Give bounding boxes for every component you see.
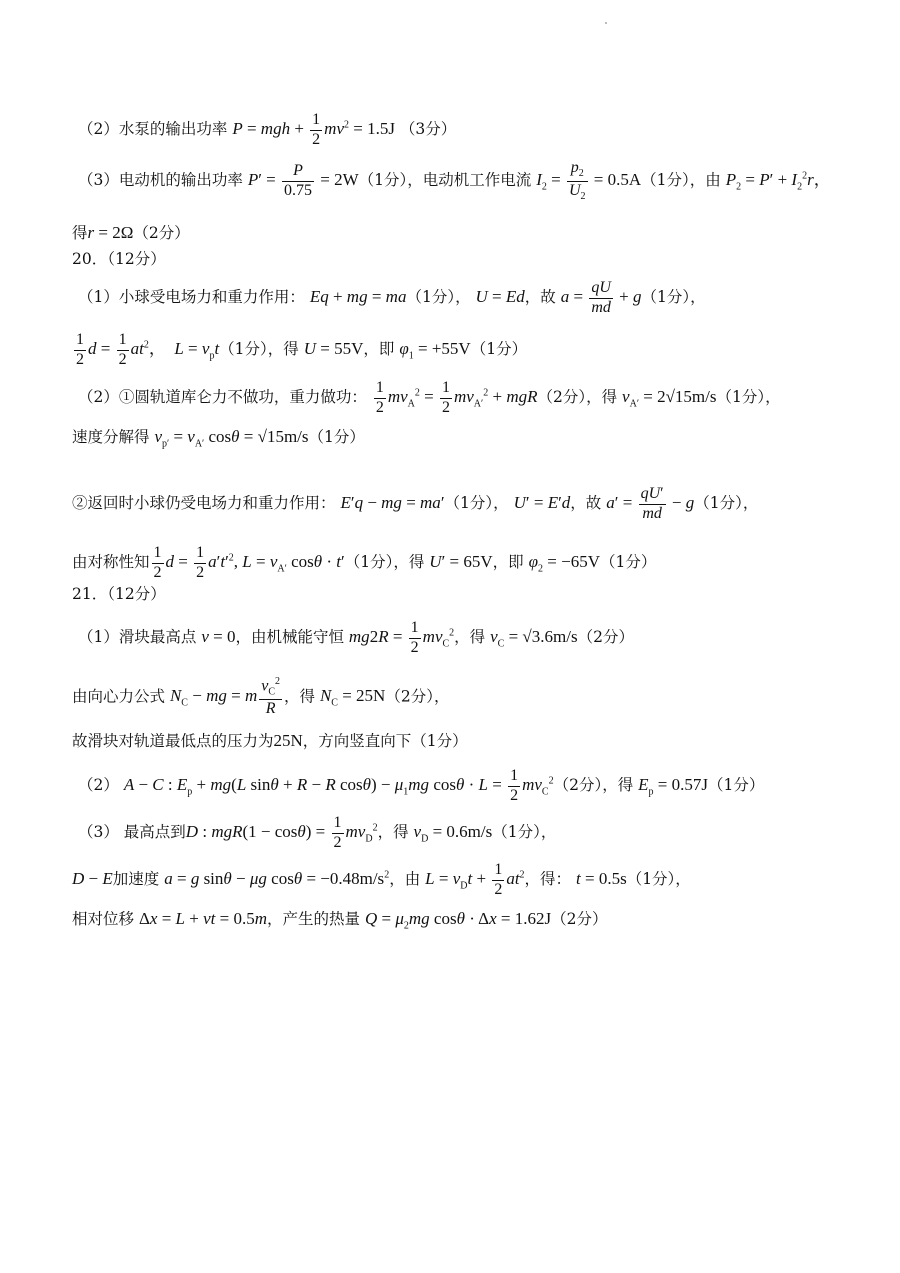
q21-part1: （1）滑块最高点 v = 0，由机械能守恒 mg2R = $\frac{1}{2}$ $mv_C^2$，得 $v_C = √3.6m/s(2$分） (78, 619, 634, 656)
q21-part2: （2） A − C : $E_p + mg(L$ sinθ + R − R $\cos\theta) - \mu_1mg$ cosθ · L = $\frac{1}{2}$ $mv_C^2(2$分），得 $E_p = 0.57J(1$分） (78, 767, 765, 804)
q21-part3-line2: D − E加速度 a = g sinθ − μg $\cos\theta = -0.48m/s^2$，由 $L = v_Dt$ + $\frac{1}{2}$ $at^2$，得： t = 0.5s（1分）， (72, 861, 691, 898)
q19-part2: （2）水泵的输出功率 P = mgh + $\frac{1}{2}$ $mv^2 = 1.5J$ （3分） (78, 111, 457, 148)
q21-part3-line3: 相对位移 Δx = L + vt = 0.5m，产生的热量 $Q = \mu_2mg$ cosθ · Δx = 1.62J（2分） (72, 909, 608, 932)
q21-part3: （3） 最高点到D : mgR(1 − cosθ) = $\frac{1}{2}$ $mv_D^2$，得 $v_D = 0.6m/s(1$分）， (78, 814, 557, 851)
q20-part2: （2）①圆轨道库仑力不做功，重力做功： $\frac{1}{2}$ $mv_A^2$ = $\frac{1}{2}$ $mv_{A'}^2 + mgR(2$分），得 $v_{A'} = 2√15m/s(1$分）， (78, 379, 781, 416)
scan-speck (605, 22, 607, 24)
q20-part3-line2: 由对称性知 $\frac{1}{2}$ d = $\frac{1}{2}$ $a't'^2$, $L = v_{A'}$ cosθ · t′（1分），得 U′ = 65V，即 $\varphi_2 = -65V(1$分） (72, 544, 657, 581)
q21-header: 21．（12分） (72, 585, 166, 603)
q21-part1-line2: 由向心力公式 $N_C$ − mg = m $\frac{v_C^2}{R}$ ，得 $N_C = 25N(2$分）， (72, 676, 450, 718)
q19-part3: （3）电动机的输出功率 P′ = $\frac{P}{0.75}$ = 2W（1分），电动机工作电流 $I_2$ = $\frac{p_2}{U_2}$ = 0.5A（1分），由 $P_2 = P' + I_2^2r$， (78, 159, 831, 202)
q20-part1-line2: $\frac{1}{2}$ d = $\frac{1}{2}$ $at^2$， $L = v_pt(1$分），得 U = 55V，即 $\varphi_1 = +55V(1$分） (76, 331, 528, 368)
q20-header: 20．（12分） (72, 250, 166, 268)
q21-part1-line3: 故滑块对轨道最低点的压力为25N，方向竖直向下（1分） (72, 731, 468, 750)
q20-part1: （1）小球受电场力和重力作用： Eq + mg = ma（1分）， U = Ed，故 a = $\frac{qU}{md}$ + g（1分）， (78, 279, 706, 316)
q20-part3: ②返回时小球仍受电场力和重力作用： E′q − mg = ma′（1分）， U′ = E′d，故 a′ = $\frac{qU'}{md}$ − g（1分）， (72, 485, 759, 522)
q20-part2-line2: 速度分解得 $v_{p'} = v_{A'}$ cosθ = √15m/s（1分） (72, 427, 365, 450)
q19-part3-result: 得r = 2Ω（2分） (72, 223, 190, 242)
